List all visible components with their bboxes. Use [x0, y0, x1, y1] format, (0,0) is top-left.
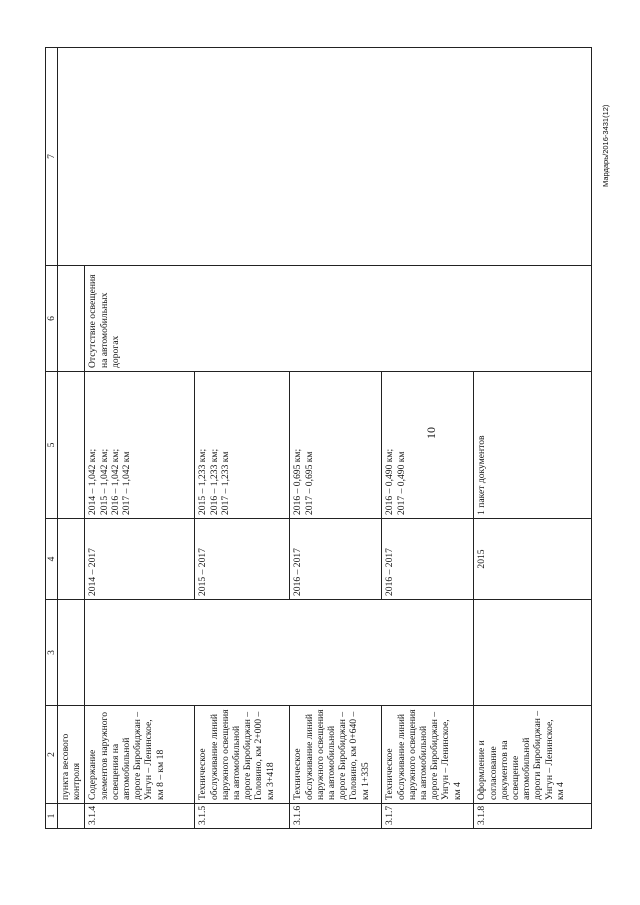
row-effect: Отсутствие освещения на автомобильных дорогах [85, 266, 592, 372]
row-period: 2015 – 2017 [195, 519, 290, 600]
row-name: Оформление и согласование документов на освещение автомобильной дороги Биробиджан – Унгун – Ленинское, км 4 [474, 706, 592, 804]
row-volume: 2015 – 1,233 км; 2016 – 1,233 км; 2017 – 1,233 км [195, 372, 290, 519]
header-col-6: 6 [46, 266, 58, 372]
row-period: 2016 – 2017 [290, 519, 382, 600]
row-period: 2015 [474, 519, 592, 600]
header-col-3: 3 [46, 600, 58, 706]
row-number: 3.1.6 [290, 804, 382, 829]
row-name: Техническое обслуживание линий наружного освещения на автомобильной дороге Биробиджан – Головино, км 0+640 – км 1+335 [290, 706, 382, 804]
document-stamp: Мардарь/2016-3431(12) [601, 104, 610, 187]
row-period: 2016 – 2017 [382, 519, 474, 600]
row-volume: 2014 – 1,042 км; 2015 – 1,042 км; 2016 – 1,042 км; 2017 – 1,042 км [85, 372, 195, 519]
continuation-row [58, 48, 85, 829]
cell-col-3 [85, 600, 474, 706]
plan-table [45, 47, 592, 829]
header-col-1: 1 [46, 804, 58, 829]
continuation-text: пункта весового контроля [58, 706, 85, 804]
header-col-7: 7 [46, 48, 58, 266]
header-col-2: 2 [46, 706, 58, 804]
row-volume: 2016 – 0,695 км; 2017 – 0,695 км [290, 372, 382, 519]
row-number: 3.1.4 [85, 804, 195, 829]
row-number: 3.1.8 [474, 804, 592, 829]
row-volume: 2016 – 0,490 км; 2017 – 0,490 км [382, 372, 474, 519]
row-volume: 1 пакет документов [474, 372, 592, 519]
header-col-4: 4 [46, 519, 58, 600]
row-period: 2014 – 2017 [85, 519, 195, 600]
row-name: Техническое обслуживание линий наружного освещения на автомобильной дороге Биробиджан – Головино, км 2+000 – км 3+418 [195, 706, 290, 804]
row-number: 3.1.5 [195, 804, 290, 829]
row-name: Техническое обслуживание линий наружного освещения на автомобильной дороге Биробиджан – Унгун – Ленинское, км 4 [382, 706, 474, 804]
row-number: 3.1.7 [382, 804, 474, 829]
cell-col-7 [58, 48, 592, 266]
page-number: 10 [424, 427, 438, 439]
header-col-5: 5 [46, 372, 58, 519]
row-name: Содержание элементов наружного освещения на автомобильной дороге Биробиджан – Унгун – Ленинское, км 8 – км 18 [85, 706, 195, 804]
header-row [46, 48, 58, 829]
